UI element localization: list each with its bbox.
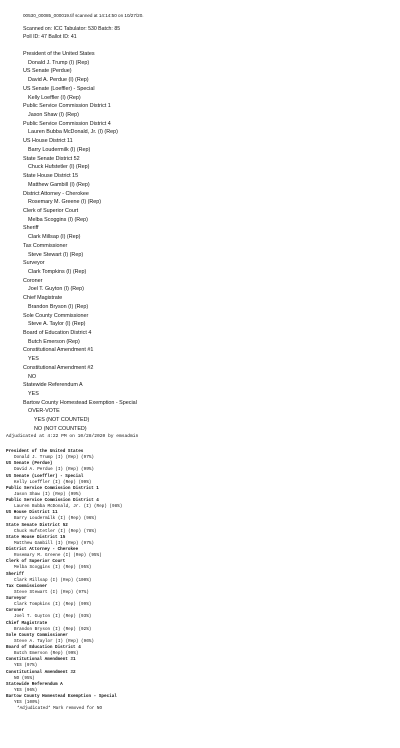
contest-title: State Senate District 52 — [6, 522, 68, 528]
contest-title: US Senate (Loeffler) - Special — [6, 473, 84, 479]
contest-title: Public Service Commission District 4 — [23, 120, 111, 127]
selection: Lauren Bubba McDonald, Jr. (I) (Rep) (98%) — [14, 504, 123, 510]
selection: Kelly Loeffler (I) (Rep) — [28, 94, 81, 101]
selection: Brandon Bryson (I) (Rep) — [28, 303, 89, 310]
contest-title: US House District 11 — [6, 510, 58, 516]
contest-title: Clerk of Superior Court — [23, 207, 79, 214]
selection: YES (96%) — [14, 687, 38, 693]
contest-title: US House District 11 — [23, 138, 73, 145]
contest-title: US Senate (Perdue) — [23, 68, 72, 75]
contest-title: District Attorney - Cherokee — [23, 190, 89, 197]
contest-title: State House District 15 — [6, 534, 66, 540]
contest-title: Bartow County Homestead Exemption - Special — [6, 694, 117, 699]
selection: Jason Shaw (I) (Rep) — [28, 112, 79, 119]
selection: YES — [28, 356, 39, 363]
selection: Steve A. Taylor (I) (Rep) (96%) — [14, 638, 94, 644]
selection: Chuck Hufstetler (I) (Rep) — [28, 164, 90, 171]
selection: Clark Tompkins (I) (Rep) — [28, 268, 87, 275]
selection: David A. Perdue (I) (Rep) — [28, 77, 89, 84]
scan-info-line-2: Poll ID: 47 Ballot ID: 41 — [23, 34, 77, 40]
selection: Matthew Gambill (I) (Rep) (97%) — [14, 540, 94, 546]
selection: Melba Scoggins (I) (Rep) (95%) — [14, 565, 92, 571]
contest-title: President of the United States — [23, 51, 95, 57]
contest-title: Chief Magistrate — [6, 620, 48, 626]
selection: David A. Perdue (I) (Rep) (99%) — [14, 467, 94, 473]
selection: Donald J. Trump (I) (Rep) — [28, 59, 90, 66]
scan-info-line-1: Scanned on: ICC Tabulator: 530 Batch: 85 — [23, 26, 121, 32]
contest-title: Board of Education District 4 — [23, 330, 92, 336]
selection: Donald J. Trump (I) (Rep) (97%) — [14, 455, 94, 461]
selection: Melba Scoggins (I) (Rep) — [28, 216, 88, 223]
contest-title: US Senate (Loeffler) - Special — [23, 85, 95, 92]
scan-header: 00530_00085_000019.tif scanned at 14:14:50 on 10/27/20. — [23, 13, 144, 18]
selection: Steve Stewart (I) (Rep) (97%) — [14, 589, 89, 595]
selection: Rosemary M. Greene (I) (Rep) (95%) — [14, 553, 102, 559]
selection: YES (100%) — [14, 700, 40, 706]
contest-title: Public Service Commission District 1 — [6, 485, 99, 491]
selection: Joel T. Guyton (I) (Rep) (93%) — [14, 614, 92, 620]
sub-selection: NO (NOT COUNTED) — [34, 425, 87, 432]
selection: Butch Emerson (Rep) (99%) — [14, 651, 79, 657]
ballot-selections — [23, 50, 383, 434]
selection: Steve A. Taylor (I) (Rep) — [28, 321, 86, 328]
contest-title: District Attorney - Cherokee — [6, 547, 79, 552]
selection: Joel T. Guyton (I) (Rep) — [28, 286, 84, 293]
contest-title: State House District 15 — [23, 173, 79, 180]
contest-title: Public Service Commission District 4 — [6, 498, 99, 503]
contest-title: Board of Education District 4 — [6, 645, 81, 650]
selection: OVER-VOTE — [28, 408, 60, 415]
contest-title: Constitutional Amendment #2 — [23, 364, 94, 371]
selection: Lauren Bubba McDonald, Jr. (I) (Rep) — [28, 129, 118, 136]
selection: YES — [28, 391, 39, 398]
contest-title: Sole County Commissioner — [23, 312, 89, 319]
selection: Brandon Bryson (I) (Rep) (92%) — [14, 626, 92, 632]
selection: Barry Loudermilk (I) (Rep) (96%) — [14, 516, 97, 522]
contest-title: Surveyor — [23, 260, 45, 267]
contest-title: Sheriff — [6, 571, 25, 577]
selection: NO — [28, 373, 37, 380]
sub-selection: *Adjudicated* Mark removed for NO — [17, 706, 103, 712]
selection: Barry Loudermilk (I) (Rep) — [28, 146, 91, 153]
contest-title: Statewide Referendum A — [6, 681, 63, 687]
contest-title: Sole County Commissioner — [6, 632, 68, 638]
selection: Clark Millsap (I) (Rep) (100%) — [14, 577, 92, 583]
contest-title: Bartow County Homestead Exemption - Special — [23, 399, 137, 406]
contest-title: Statewide Referendum A — [23, 382, 83, 389]
contest-title: Constitutional Amendment #1 — [6, 657, 76, 663]
contest-title: Constitutional Amendment #1 — [23, 347, 94, 354]
contest-title: Coroner — [6, 608, 25, 614]
selection: Kelly Loeffler (I) (Rep) (99%) — [14, 479, 92, 485]
selection: Matthew Gambill (I) (Rep) — [28, 181, 90, 188]
contest-title: Constitutional Amendment #2 — [6, 669, 76, 675]
adjudication-header: Adjudicated at 4:22 PM on 10/28/2020 by emsadmin — [6, 434, 139, 439]
contest-title: Tax Commissioner — [6, 583, 48, 589]
selection: NO (95%) — [14, 675, 35, 681]
contest-title: Sheriff — [23, 225, 39, 232]
contest-title: Coroner — [23, 277, 43, 284]
selection: Chuck Hufstetler (I) (Rep) (78%) — [14, 528, 97, 534]
sub-selection: YES (NOT COUNTED) — [34, 417, 90, 424]
selection: Jason Shaw (I) (Rep) (99%) — [14, 491, 82, 497]
contest-title: State Senate District 52 — [23, 155, 80, 162]
adjudication-report — [6, 449, 386, 712]
contest-title: Tax Commissioner — [23, 242, 68, 249]
contest-title: Clerk of Superior Court — [6, 559, 66, 565]
selection: Butch Emerson (Rep) — [28, 338, 80, 345]
selection: YES (97%) — [14, 663, 38, 669]
selection: Rosemary M. Greene (I) (Rep) — [28, 199, 102, 206]
contest-title: Chief Magistrate — [23, 295, 63, 302]
selection: Clark Tompkins (I) (Rep) (99%) — [14, 602, 92, 608]
contest-title: President of the United States — [6, 449, 84, 454]
contest-title: US Senate (Perdue) — [6, 461, 53, 467]
selection: Clark Millsap (I) (Rep) — [28, 234, 81, 241]
contest-title: Surveyor — [6, 596, 27, 601]
contest-title: Public Service Commission District 1 — [23, 103, 111, 110]
selection: Steve Stewart (I) (Rep) — [28, 251, 84, 258]
